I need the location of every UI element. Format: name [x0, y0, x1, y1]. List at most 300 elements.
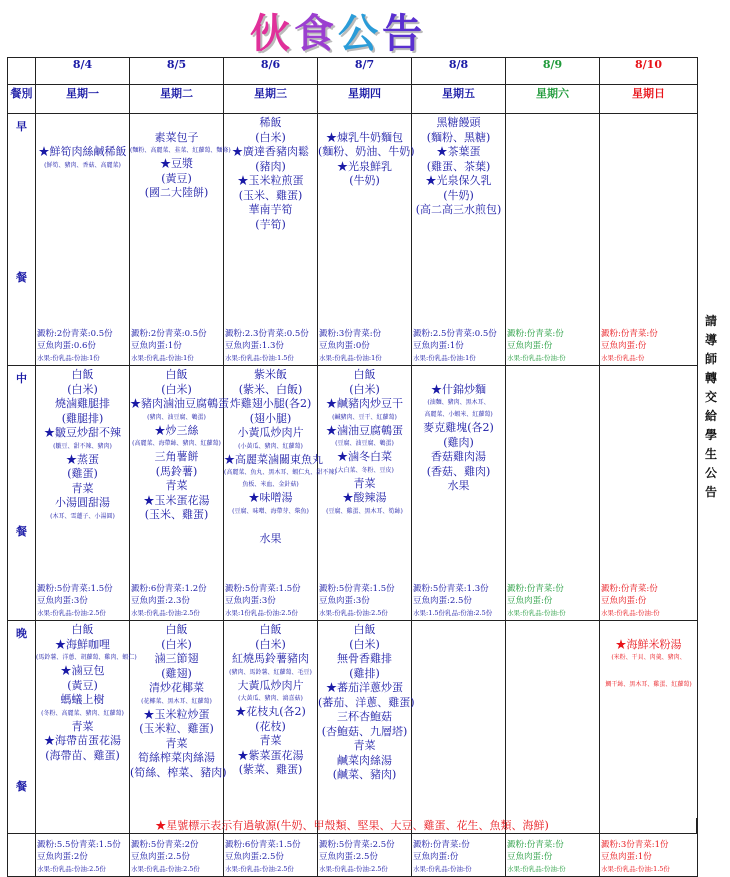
dish-line: (雞腿排) [61, 411, 104, 425]
nutrition-line: 豆魚肉蛋:2.5份 [131, 852, 190, 862]
dish-line: 白飯 [71, 623, 94, 636]
menu-cell [506, 621, 600, 877]
dish-line: 三杯杏鮑菇 [337, 710, 392, 723]
dish-line: 炸雞翅小腿(各2) [229, 397, 312, 410]
side-note [700, 312, 722, 502]
dish-line: (雞排) [349, 666, 380, 680]
dish-line: (玉米粒、雞蛋) [139, 722, 214, 735]
dish-line: 鹹菜肉絲湯 [337, 753, 392, 767]
dish-list [412, 621, 505, 623]
menu-cell [506, 114, 600, 366]
dish-line: 白飯 [165, 368, 188, 381]
side-note-char: 轉 [704, 371, 717, 385]
dish-line: (花枝) [255, 719, 286, 733]
dish-line: ★皺豆炒甜不辣 [44, 426, 121, 439]
dish-line: ★豬肉滷油豆腐鵪蛋 [130, 397, 229, 410]
dish-line: 燒滷雞腿排 [55, 397, 110, 410]
dish-line: ★光泉保久乳 [425, 174, 492, 187]
nutrition-line: 澱粉:3份青菜:份 [319, 329, 382, 339]
dish-line: (白米) [161, 637, 192, 651]
nutrition-line: 水果:份乳品:份油:1.5份 [601, 865, 670, 873]
dish-line: ★煉乳牛奶麵包 [326, 130, 403, 144]
dish-line: (豆腐、雞蛋、黑木耳、筍絲) [326, 507, 403, 515]
nutrition-line: 水果:份乳品:份油:份 [507, 354, 566, 362]
dish-line: (紫菜、雞蛋) [238, 763, 303, 776]
dish-line: 小黃瓜炒肉片 [237, 426, 304, 439]
nutrition-line: 澱粉:5份青菜:1.3份 [413, 584, 489, 594]
nutrition-line: 澱粉:2份青菜:0.5份 [131, 329, 207, 339]
dish-list [600, 621, 697, 691]
nutrition-line: 澱粉:2份青菜:0.5份 [37, 329, 113, 339]
dish-line: 無骨香雞排 [337, 652, 392, 665]
nutrition-line: 水果:份乳品:份油:1份 [131, 354, 194, 362]
dish-line: 白飯 [165, 623, 188, 636]
dish-line [600, 623, 697, 638]
dish-line: ★玉米粒炒蛋 [143, 707, 210, 721]
dish-line: (海帶苗、雞蛋) [45, 748, 120, 762]
side-note-char: 公 [704, 466, 717, 480]
meal-label [8, 114, 36, 366]
dish-line: 白飯 [71, 368, 94, 381]
side-note-char: 請 [704, 314, 717, 328]
dish-line: (高麗菜、魚丸、黑木耳、蝦仁丸、甜不辣) [224, 469, 337, 476]
dish-line: (花椰菜、黑木耳、紅蘿蔔) [141, 697, 212, 705]
nutrition-line: 澱粉:5份青菜:2份 [131, 840, 199, 850]
dish-line: 白飯 [353, 368, 376, 381]
menu-cell [224, 114, 318, 366]
dish-line: 水果 [259, 532, 282, 545]
menu-cell [600, 114, 698, 366]
dish-line [36, 116, 129, 131]
nutrition-line: 澱粉:份青菜:份 [507, 840, 564, 850]
dish-line: 小湯圓甜湯 [55, 496, 110, 509]
nutrition-info [601, 328, 697, 364]
dish-line: 白飯 [259, 623, 282, 636]
dish-line: (鮮筍、豬肉、香菇、高麗菜) [44, 161, 121, 169]
dish-line: (玉米、雞蛋) [144, 508, 209, 521]
dish-line: (蕃茄、洋蔥、雞蛋) [318, 695, 415, 709]
dish-line: (芋筍) [255, 217, 286, 231]
meal-label-bottom: 餐 [16, 270, 27, 284]
dish-line: (翅小腿) [249, 411, 292, 425]
dish-line: (白米) [349, 637, 380, 651]
meal-label-top: 中 [16, 372, 27, 385]
dish-list [506, 621, 599, 623]
menu-cell [600, 621, 698, 877]
date-header: 8/9 [506, 58, 600, 85]
nutrition-line: 水果:份乳品:份油:份 [601, 609, 660, 617]
dish-line: 青菜 [353, 476, 376, 490]
dish-list [130, 621, 227, 780]
dish-line [224, 518, 317, 533]
meal-label-bottom: 餐 [16, 524, 27, 538]
nutrition-info [37, 328, 129, 364]
dish-line: ★酸辣湯 [342, 491, 387, 504]
nutrition-line: 豆魚肉蛋:份 [413, 852, 459, 862]
nutrition-info [413, 583, 505, 619]
menu-cell [412, 621, 506, 877]
nutrition-line: 水果:份乳品:份油:份 [507, 865, 566, 873]
nutrition-line: 澱粉:5份青菜:2.5份 [319, 840, 395, 850]
nutrition-line: 豆魚肉蛋:份 [507, 852, 553, 862]
dish-list [318, 366, 411, 518]
dish-list [36, 114, 129, 172]
dish-line: (雞肉) [443, 435, 474, 449]
dish-line: (大白菜、冬粉、豆皮) [335, 466, 394, 474]
nutrition-line: 澱粉:3份青菜:1份 [601, 840, 669, 850]
dish-list [36, 366, 129, 523]
dish-line: 青菜 [353, 739, 376, 752]
dish-line: 紅燒馬鈴薯豬肉 [232, 652, 309, 665]
nutrition-line: 豆魚肉蛋:份 [507, 596, 553, 606]
dish-list [506, 366, 599, 368]
dish-line: 青菜 [165, 479, 188, 492]
corner-cell [8, 58, 36, 85]
side-note-char: 導 [704, 333, 717, 347]
meal-label-top: 早 [16, 120, 27, 133]
nutrition-line: 豆魚肉蛋:0份 [319, 341, 370, 351]
dish-line: ★玉米蛋花湯 [143, 493, 210, 507]
menu-cell [412, 366, 506, 621]
nutrition-line: 豆魚肉蛋:2.5份 [225, 852, 284, 862]
nutrition-info [601, 839, 697, 875]
menu-cell [412, 114, 506, 366]
nutrition-line: 豆魚肉蛋:2.5份 [413, 596, 472, 606]
nutrition-info [507, 583, 599, 619]
nutrition-info [319, 839, 411, 875]
dish-line: (豬肉、馬鈴薯、紅蘿蔔、毛豆) [229, 668, 312, 676]
dish-line: ★高麗菜滷關東魚丸 [224, 452, 323, 466]
dish-line: 麥克雞塊(各2) [423, 421, 494, 434]
menu-cell [36, 366, 130, 621]
dish-line: 青菜 [71, 719, 94, 733]
dish-line: 青菜 [165, 736, 188, 750]
nutrition-info [319, 583, 411, 619]
nutrition-line: 澱粉:5份青菜:1.5份 [225, 584, 301, 594]
dish-line: (米粉、干貝、肉羹、豬肉、 [611, 654, 686, 661]
dish-list [412, 114, 505, 218]
dish-line: (鹹菜、豬肉) [332, 768, 397, 781]
dish-line: (高二高三水煎包) [415, 203, 502, 216]
dish-line: (鹹豬肉、豆干、紅蘿蔔) [332, 413, 397, 421]
menu-cell [318, 621, 415, 877]
side-note-char: 學 [704, 428, 717, 442]
meal-table [7, 57, 698, 877]
nutrition-line: 水果:1份乳品:份油:2.5份 [225, 609, 299, 617]
dish-line: 水果 [447, 479, 470, 492]
meal-label [8, 621, 36, 877]
side-note-char: 告 [704, 485, 717, 499]
dish-line: (杏鮑菇、九層塔) [321, 724, 408, 738]
menu-cell [36, 621, 137, 877]
nutrition-line: 澱粉:5份青菜:1.5份 [319, 584, 395, 594]
nutrition-info [413, 839, 505, 875]
dish-line: 三角薯餅 [154, 450, 199, 463]
meal-row [8, 114, 698, 366]
dish-list [412, 366, 505, 494]
dish-line: (皺豆、甜不辣、豬肉) [53, 442, 112, 450]
dish-line: ★豆漿 [160, 157, 193, 170]
dish-line: 稀飯 [259, 116, 282, 129]
dish-line: (牛奶) [443, 188, 474, 202]
date-header: 8/6 [224, 58, 318, 85]
dish-line: 滷三節翅 [154, 652, 199, 665]
dish-line: (雞翅) [161, 666, 192, 680]
dish-line: (豆腐、味噌、海帶芽、柴魚) [232, 507, 309, 515]
dish-line: (馬鈴薯) [155, 464, 198, 478]
side-note-char: 生 [704, 447, 717, 461]
nutrition-line: 澱粉:份青菜:份 [601, 584, 658, 594]
dish-line: ★花枝丸(各2) [235, 705, 306, 718]
dish-line [318, 116, 411, 131]
dish-line: ★滷油豆腐鵪蛋 [326, 423, 403, 437]
day-header: 星期六 [506, 85, 600, 114]
dish-line: 大黃瓜炒肉片 [237, 678, 304, 692]
dish-line: (豬肉) [255, 159, 286, 173]
meal-label-top: 晚 [16, 627, 27, 640]
dish-line: ★紫菜蛋花湯 [237, 748, 304, 762]
dish-list [506, 114, 599, 116]
dish-line: 青菜 [71, 481, 94, 495]
dish-line: 香菇雞肉湯 [431, 450, 486, 463]
dish-line: (雞蛋、茶葉) [426, 159, 491, 173]
allergen-footer: ★星號標示表示有過敏源(牛奶、甲殼類、堅果、大豆、雞蛋、花生、魚類、海鮮) [7, 818, 697, 834]
nutrition-line: 豆魚肉蛋:1.3份 [225, 341, 284, 351]
title-char: 伙 [250, 11, 294, 57]
dish-line: 清炒花椰菜 [149, 681, 204, 694]
dish-list [130, 114, 231, 201]
nutrition-info [131, 839, 223, 875]
menu-cell [224, 366, 337, 621]
nutrition-info [507, 839, 599, 875]
dish-list [36, 621, 137, 763]
dish-line: (香菇、雞肉) [426, 464, 491, 478]
dish-line: 高麗菜、小蝦米、紅蘿蔔) [424, 411, 493, 418]
nutrition-line: 豆魚肉蛋:2份 [37, 852, 88, 862]
nutrition-info [225, 328, 317, 364]
menu-cell [600, 366, 698, 621]
dish-line: (豬肉、油豆腐、鵪蛋) [147, 413, 206, 421]
nutrition-info [131, 583, 223, 619]
nutrition-line: 豆魚肉蛋:1份 [131, 341, 182, 351]
nutrition-line: 水果:份乳品:份油:份 [413, 865, 472, 873]
nutrition-info [319, 328, 411, 364]
day-header: 星期五 [412, 85, 506, 114]
dish-line: ★蕃茄洋蔥炒蛋 [326, 681, 403, 694]
nutrition-line: 水果:份乳品:份油:2.5份 [319, 865, 388, 873]
nutrition-line: 豆魚肉蛋:份 [601, 341, 647, 351]
nutrition-line: 水果:份乳品:份油:1.5份 [225, 354, 294, 362]
nutrition-line: 水果:份乳品:份油:2.5份 [319, 609, 388, 617]
dish-line: (麵粉、奶油、牛奶) [318, 145, 415, 158]
nutrition-line: 水果:份乳品:份油:2.5份 [37, 609, 106, 617]
dish-line: ★茶葉蛋 [436, 145, 481, 158]
meal-row [8, 621, 698, 877]
dish-line: (玉米、雞蛋) [238, 188, 303, 202]
dish-line: ★海鮮咖哩 [55, 637, 110, 651]
dish-line: (冬粉、高麗菜、豬肉、紅蘿蔔) [41, 709, 124, 717]
dish-list [224, 621, 317, 778]
date-header: 8/5 [130, 58, 224, 85]
dish-line: (白米) [255, 637, 286, 651]
nutrition-line: 水果:份乳品:份油:份 [507, 609, 566, 617]
dish-line [412, 368, 505, 383]
dish-line: (大黃瓜、豬肉、鴻喜菇) [238, 695, 303, 702]
nutrition-line: 豆魚肉蛋:份 [601, 596, 647, 606]
dish-line: (筍絲、榨菜、豬肉) [130, 765, 227, 779]
nutrition-line: 水果:1.5份乳品:份油:2.5份 [413, 609, 493, 617]
page-title [250, 8, 480, 60]
dish-line: (白米) [255, 130, 286, 144]
dish-line: (白米) [67, 382, 98, 396]
nutrition-info [507, 328, 599, 364]
dish-line: (高麗菜、海帶絲、豬肉、紅蘿蔔) [132, 440, 221, 447]
dish-list [224, 366, 337, 547]
dish-line: 青菜 [259, 734, 282, 747]
dish-line: ★廣達香豬肉鬆 [232, 145, 309, 158]
nutrition-line: 豆魚肉蛋:1份 [601, 852, 652, 862]
date-header: 8/7 [318, 58, 412, 85]
dish-line: (馬鈴薯、洋蔥、胡蘿蔔、雞肉、蝦仁) [36, 654, 137, 661]
nutrition-line: 水果:份乳品:份油:1份 [413, 354, 476, 362]
dish-line: (木耳、雪蓮子、小湯圓) [50, 512, 115, 520]
menu-cell [506, 366, 600, 621]
day-header: 星期日 [600, 85, 698, 114]
nutrition-info [225, 839, 317, 875]
dish-line: ★海帶苗蛋花湯 [44, 734, 121, 747]
nutrition-line: 豆魚肉蛋:份 [507, 341, 553, 351]
nutrition-line: 水果:份乳品:份油:2.5份 [131, 609, 200, 617]
dish-line: ★鹹豬肉炒豆干 [326, 397, 403, 410]
meal-col-label: 餐別 [8, 85, 36, 114]
dish-line: (小黃瓜、豬肉、紅蘿蔔) [238, 442, 303, 450]
date-header: 8/10 [600, 58, 698, 85]
date-header: 8/8 [412, 58, 506, 85]
meal-body [8, 114, 698, 877]
dish-line: ★蒸蛋 [66, 452, 99, 466]
title-char: 公 [338, 11, 382, 57]
dish-line: 白飯 [353, 623, 376, 636]
dish-line: ★滷豆包 [60, 664, 105, 677]
dish-line: ★玉米粒煎蛋 [237, 174, 304, 187]
title-char: 食 [294, 11, 338, 57]
menu-cell [36, 114, 130, 366]
nutrition-info [225, 583, 317, 619]
nutrition-line: 澱粉:2.5份青菜:0.5份 [413, 329, 497, 339]
dish-line: 華南芋筍 [248, 203, 293, 216]
dish-line: ★鮮筍肉絲鹹稀飯 [38, 145, 127, 158]
dish-line: (白米) [161, 382, 192, 396]
dish-line: 筍絲榨菜肉絲湯 [138, 751, 215, 764]
nutrition-line: 澱粉:5.5份青菜:1.5份 [37, 840, 121, 850]
menu-cell [130, 114, 231, 366]
date-header: 8/4 [36, 58, 130, 85]
nutrition-line: 豆魚肉蛋:2.5份 [319, 852, 378, 862]
dish-line: (國二大陸餅) [144, 186, 209, 199]
dish-line: (白米) [349, 382, 380, 396]
nutrition-line: 豆魚肉蛋:2.3份 [131, 596, 190, 606]
day-header: 星期四 [318, 85, 412, 114]
menu-cell [130, 366, 229, 621]
side-note-char: 師 [704, 352, 717, 366]
nutrition-line: 澱粉:份青菜:份 [601, 329, 658, 339]
nutrition-line: 豆魚肉蛋:3份 [225, 596, 276, 606]
dish-line: (黃豆) [161, 171, 192, 185]
dish-line: ★海鮮米粉湯 [615, 637, 682, 651]
dish-line: (麵粉、高麗菜、韭菜、紅蘿蔔、麵條) [130, 147, 231, 154]
nutrition-line: 澱粉:份青菜:份 [507, 329, 564, 339]
dish-line [130, 116, 223, 131]
menu-cell [318, 366, 412, 621]
dish-list [224, 114, 317, 232]
side-note-char: 交 [704, 390, 717, 404]
nutrition-line: 豆魚肉蛋:3份 [319, 596, 370, 606]
dish-line: (紫米、白飯) [238, 382, 303, 396]
dish-list [318, 621, 415, 783]
dish-list [600, 366, 697, 368]
nutrition-info [601, 583, 697, 619]
menu-cell [130, 621, 227, 877]
dish-line: ★光泉鮮乳 [337, 159, 392, 173]
meal-label [8, 366, 36, 621]
nutrition-line: 水果:份乳品:份油:2.5份 [37, 865, 106, 873]
dish-line: ★滷冬白菜 [337, 450, 392, 463]
dish-line: ★炒三絲 [154, 423, 199, 437]
dish-line: (麵粉、黑糖) [426, 130, 491, 144]
dish-line: (油麵、豬肉、黑木耳、 [427, 399, 490, 406]
meal-row [8, 366, 698, 621]
nutrition-info [37, 839, 129, 875]
nutrition-line: 豆魚肉蛋:3份 [37, 596, 88, 606]
dish-line: ★什錦炒麵 [431, 382, 486, 396]
dish-line: (牛奶) [349, 174, 380, 187]
dish-list [600, 114, 697, 116]
dish-list [130, 366, 229, 523]
side-note-char: 給 [704, 409, 717, 423]
dish-list [318, 114, 415, 189]
day-header: 星期二 [130, 85, 224, 114]
nutrition-info [413, 328, 505, 364]
dish-line: 鯛干絲、黑木耳、雞蛋、紅蘿蔔) [605, 680, 692, 688]
title-char: 告 [382, 11, 426, 57]
dish-line: 螞蟻上樹 [60, 693, 105, 706]
nutrition-line: 豆魚肉蛋:0.6份 [37, 341, 96, 351]
dish-line: (豆腐、油豆腐、鵪蛋) [335, 440, 394, 447]
nutrition-line: 澱粉:份青菜:份 [507, 584, 564, 594]
day-header: 星期一 [36, 85, 130, 114]
dish-line: 黑糖饅頭 [436, 116, 481, 129]
nutrition-line: 澱粉:份青菜:份 [413, 840, 470, 850]
nutrition-line: 澱粉:6份青菜:1.2份 [131, 584, 207, 594]
dish-line: 素菜包子 [154, 130, 199, 144]
dish-line: (黃豆) [67, 678, 98, 692]
dish-line: 魚板、米血、金針菇) [242, 481, 299, 488]
nutrition-line: 澱粉:5份青菜:1.5份 [37, 584, 113, 594]
nutrition-line: 水果:份乳品:份油:1份 [37, 354, 100, 362]
date-row [8, 58, 698, 85]
menu-cell [224, 621, 318, 877]
meal-label-bottom: 餐 [16, 780, 27, 794]
dish-line: (雞蛋) [67, 467, 98, 480]
nutrition-line: 澱粉:6份青菜:1.5份 [225, 840, 301, 850]
nutrition-line: 豆魚肉蛋:1份 [413, 341, 464, 351]
nutrition-line: 水果:份乳品:份油:1份 [319, 354, 382, 362]
dish-line: ★味噌湯 [248, 491, 293, 504]
menu-cell [318, 114, 415, 366]
nutrition-info [131, 328, 223, 364]
nutrition-line: 水果:份乳品:份油:2.5份 [131, 865, 200, 873]
dish-line [36, 131, 129, 146]
